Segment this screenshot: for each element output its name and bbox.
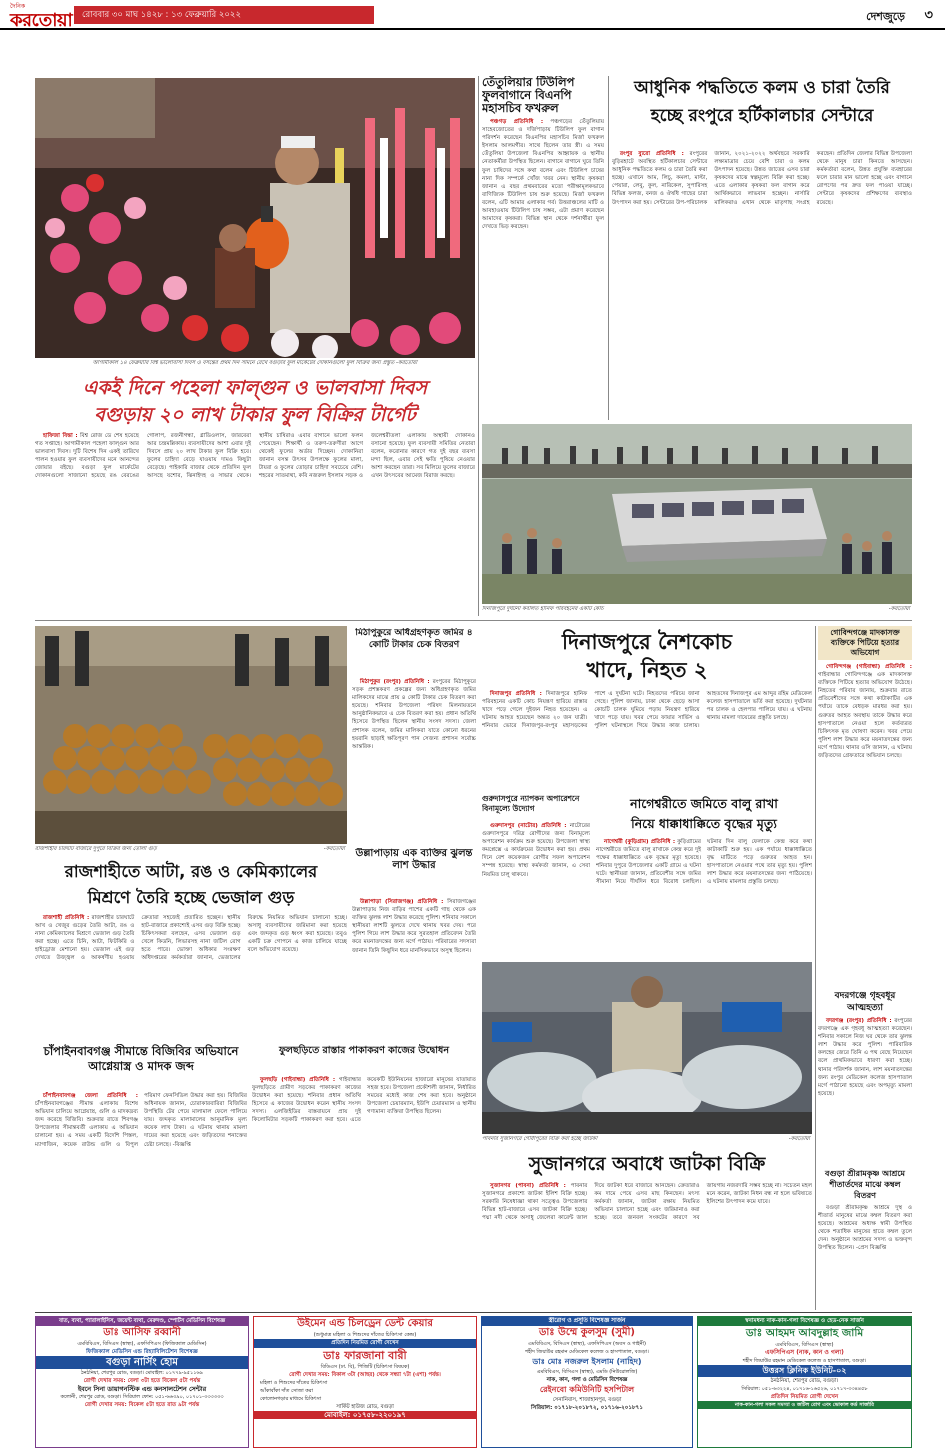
masthead — [0, 0, 945, 30]
gurudaspur-story-lead: গুরুদাসপুর (নাটোর) প্রতিনিধি : — [490, 823, 567, 829]
section-name: দেশজুড়ে — [866, 10, 905, 23]
ad2-service-3: কোলোনগড়ার মাধ্যমে চিকিৎসা — [260, 1396, 322, 1402]
gurudaspur-story-body — [482, 822, 590, 956]
fulchari-headline: ফুলছড়িতে রাস্তার পাকাকরণ কাজের উদ্বোধন — [278, 1045, 450, 1056]
gur-caption-credit: -করতোয়া — [323, 846, 345, 852]
ad-dr-kulsum[interactable] — [481, 1316, 693, 1448]
gur-headline-2: মিশ্রণে তৈরি হচ্ছে ভেজাল গুড় — [87, 888, 295, 907]
dinajpur-story-lead: দিনাজপুর প্রতিনিধি : — [490, 691, 542, 697]
ad3-phone: সিরিয়াল: ০১৭১৮-২০১৮৭২, ০১৭১৬-২০১৮৭১ — [531, 1405, 643, 1411]
mithapukur-story-body — [352, 678, 476, 844]
flower-story-text: বিশ্ব রোজ ডে শেষ হয়েছে গত সপ্তাহে। আগামীকাল পহেলা ফাল্গুন আর ভালবাসা দিবস। দুটি বিশেষ দিন একই তারিখে পালন হওয়ার ফুল ব্যবসায়ীদের মনে আনন্দের জোয়ার বইছে। বগুড়া ফুল মার্কেটের দোকানগুলো সাজানো হয়েছে রঙ বেরঙের গোলাপ, রজনীগন্ধা, গ্লাডিওলাস, জারবেরা আর চন্দ্রমল্লিকায়। ব্যবসায়ীদের আশা এবার দুই দিবসে প্রায় ২০ লাখ টাকার ফুল বিক্রি হবে। ফুলের চাহিদা বেড়ে যাওয়ায় দামও কিছুটা বেড়েছে। পাইকারি বাজার থেকে প্রতিদিন ফুল আসছে যশোর, ঝিনাইদহ ও সাভার থেকে। স্থানীয় চাষিরাও এবার বাগানে ভালো ফলন পেয়েছেন। শিক্ষার্থী ও তরুণ-তরুণীরা আগে থেকেই ফুলের অর্ডার দিচ্ছেন। দোকানিরা জানান বসন্ত উৎসব উপলক্ষে ফুলের মালা, টায়রা ও ফুলের তোড়ার চাহিদা সবচেয়ে বেশি। শহরের সাতমাথা, কবি নজরুল ইসলাম সড়ক ও জলেশ্বরীতলা এলাকায় অস্থায়ী দোকানও বসানো হয়েছে। ফুল ব্যবসায়ী সমিতির নেতারা বলেন, করোনার কারণে গত দুই বছর ব্যবসা মন্দা ছিল, এবার সেই ক্ষতি পুষিয়ে নেওয়ার আশা করছেন তারা। সব মিলিয়ে ফুলের বাজারে এখন উৎসবের আমেজ বিরাজ করছে। — [35, 433, 475, 480]
ad4-hospital: শহীদ জিয়াউর রহমান মেডিকেল কলেজ ও হাসপাতাল, বগুড়া। — [742, 1358, 867, 1364]
tetulia-story-body — [482, 118, 604, 420]
bus-caption-text: দিনাজপুরে দুর্ঘটনা কবলিত হানিফ পরিবহনের একটি কোচ — [482, 606, 604, 612]
rangpur-story-text: রংপুরের বুড়িরহাটে অবস্থিত হর্টিকালচার সেন্টারে আধুনিক পদ্ধতিতে কলম ও চারা তৈরি করা হচ্ছে। এখানে আম, লিচু, কমলা, মাল্টা, পেয়ারা, লেবু, কুল, নারিকেল, সুপারিসহ বিভিন্ন ফলজ, বনজ ও ঔষধি গাছের চারা উৎপাদন করা হয়। সেন্টারের উপ-পরিচালক জানান, ২০২১-২০২২ অর্থবছরে সরকারি লক্ষ্যমাত্রার চেয়ে বেশি চারা ও কলম উৎপাদন হয়েছে। উন্নত জাতের এসব চারা কৃষকদের মাঝে স্বল্পমূল্যে বিক্রি করা হচ্ছে। এতে এলাকার কৃষকরা ফল বাগান করে আর্থিকভাবে লাভবান হচ্ছেন। নার্সারি মালিকরাও এখান থেকে মাতৃগাছ সংগ্রহ করছেন। প্রতিদিন জেলার বিভিন্ন উপজেলা থেকে মানুষ চারা কিনতে আসছেন। কর্মকর্তারা বলেন, উন্নত প্রযুক্তি ব্যবহারের ফলে চারার মান ভালো হচ্ছে এবং বাগানে রোপণের পর দ্রুত ফল পাওয়া যাচ্ছে। সেন্টারে কৃষকদের প্রশিক্ষণের ব্যবস্থাও রয়েছে। — [612, 151, 912, 206]
ad3-degree-2: এমবিবিএস, বিসিএস (স্বাস্থ্য), এমডি (নিউরোলজি) — [536, 1369, 638, 1375]
ramkrishna-headline: বগুড়া শ্রীরামকৃষ্ণ আশ্রমে শীতার্তদের মাঝে কম্বল বিতরণ — [825, 1169, 905, 1200]
gur-story-body — [35, 914, 347, 1040]
bus-accident-photo — [482, 424, 912, 604]
dinajpur-story-body — [482, 690, 812, 790]
badarganj-story-lead: বদরগঞ্জ (রংপুর) প্রতিনিধি : — [826, 1018, 892, 1024]
dinajpur-headline-2: খাদে, নিহত ২ — [586, 658, 708, 682]
gur-photo-caption — [35, 846, 347, 856]
gur-caption-text: রাজশাহীর চারঘাট বাজারে দুপুরে বিক্রির জন্য তোলা গুড় — [35, 846, 157, 852]
col-rule-2 — [608, 76, 609, 420]
flower-shop-photo — [35, 78, 475, 358]
ad3-degree: এমবিবিএস, বিসিএস (স্বাস্থ্য), এফসিপিএস (অবস ও গাইনী) — [528, 1341, 646, 1347]
ad3-dept-2: নাক, কান, গলা ও মেডিসিন বিশেষজ্ঞ — [546, 1377, 628, 1383]
ad-dent-care[interactable] — [253, 1316, 477, 1448]
ad2-doctor-name: ডাঃ ফারজানা বারী — [323, 1349, 407, 1362]
badarganj-story-body — [818, 1017, 912, 1098]
ad3-band: স্ত্রীরোগ ও প্রসূতি বিশেষজ্ঞ সার্জন — [482, 1317, 692, 1326]
chapai-story-lead: চাঁপাইনবাবগঞ্জ জেলা প্রতিনিধি : — [43, 1093, 138, 1099]
rangpur-headline-2: হচ্ছে রংপুরে হর্টিকালচার সেন্টারে — [650, 106, 874, 126]
jatka-market-photo — [482, 962, 812, 1134]
gur-market-photo — [35, 626, 347, 844]
ramkrishna-story-body — [818, 1204, 912, 1253]
gur-headline-1: রাজশাহীতে আটা, রঙ ও কেমিক্যালের — [64, 862, 318, 881]
ad4-phone: সিরিয়াল: ০৫১-৬৩২২৪, ০১৭১৬-১৬৫২৬, ০১৭১৭-৩৩৪৪৫৮ — [741, 1386, 868, 1392]
gobindaganj-story-body — [818, 663, 912, 760]
ad4-footer: নাক-কান-গলা সকল সমস্যা ও জটিল রোগ এবং ভোকাল কর্ড সার্জারি — [698, 1401, 911, 1409]
flower-headline-1: একই দিনে পহেলা ফাল্গুন ও ভালবাসা দিবস — [82, 377, 428, 399]
ad1-center-address: কলোনী, শেরপুর রোড, বগুড়া। সিরিয়াল ফোন: ০৫১-৬৬৩৯০, ০১৭০১-৩৩৩৩৩৩ — [60, 1394, 224, 1400]
ad3-clinic: রেইনবো কমিউনিটি হসপিটাল — [539, 1385, 635, 1394]
ad4-center: উত্তরস ক্লিনিক ইউনিট-০২ — [698, 1365, 911, 1377]
nageshwari-story-text: কুড়িগ্রামের নাগেশ্বরীতে জমিতে বালু রাখাকে কেন্দ্র করে দুই পক্ষের ধাক্কাধাক্কিতে এক বৃদ্ধের মৃত্যু হয়েছে। শনিবার দুপুরে উপজেলার একটি গ্রামে এ ঘটনা ঘটে। স্থানীয়রা জানান, প্রতিবেশীর সঙ্গে জমির সীমানা নিয়ে দীর্ঘদিন ধরে বিরোধ চলছিল। ঘটনার দিন বালু ফেলাকে কেন্দ্র করে কথা কাটাকাটি শুরু হয়। এক পর্যায়ে ধাক্কাধাক্কিতে বৃদ্ধ মাটিতে পড়ে গুরুতর আহত হন। হাসপাতালে নেওয়ার পথে তার মৃত্যু হয়। পুলিশ লাশ উদ্ধার করে ময়নাতদন্তের জন্য পাঠিয়েছে। এ ঘটনায় মামলার প্রস্তুতি চলছে। — [596, 839, 812, 886]
ad2-title: উইমেন এন্ড চিলড্রেন ডেন্ট কেয়ার — [297, 1318, 433, 1329]
ad3-doctor-name: ডাঃ উম্মে কুলসুম (সুমী) — [538, 1327, 636, 1338]
ad-dr-asif[interactable] — [35, 1316, 249, 1448]
ad2-degree: বিডিএস (ঢা. বি), পিজিটি (চিকিৎসা বিষয়ক) — [320, 1364, 410, 1370]
dinajpur-story-text: দিনাজপুরে হানিফ পরিবহনের একটি কোচ নিয়ন্ত্রণ হারিয়ে রাস্তার খাদে পড়ে গেলে দুইজন নিহত হয়েছেন। এ ঘটনায় আহত হয়েছেন অন্তত ২০ জন যাত্রী। শনিবার ভোরে দিনাজপুর-রংপুর মহাসড়কের পাশে এ দুর্ঘটনা ঘটে। নিহতদের পরিচয় জানা গেছে। পুলিশ জানায়, ঢাকা থেকে ছেড়ে আসা কোচটি চালক ঘুমিয়ে পড়ায় নিয়ন্ত্রণ হারিয়ে খাদে পড়ে যায়। খবর পেয়ে ফায়ার সার্ভিস ও পুলিশ ঘটনাস্থলে গিয়ে উদ্ধার কাজ চালায়। আহতদের দিনাজপুর এম আব্দুর রহিম মেডিকেল কলেজ হাসপাতালে ভর্তি করা হয়েছে। দুর্ঘটনার পর চালক ও হেলপার পালিয়ে যায়। এ ঘটনায় থানায় মামলা দায়েরের প্রস্তুতি চলছে। — [482, 691, 812, 730]
chapai-story-body — [35, 1092, 247, 1308]
nageshwari-headline-1: নাগেশ্বরীতে জমিতে বালু রাখা — [630, 796, 778, 811]
ad1-hospital-time: রোগী দেখার সময়: বেলা ৩টা হতে বিকেল ৫টা পর্যন্ত — [83, 1378, 201, 1384]
ad3-doctor-name-2: ডাঃ মোঃ নজরুল ইসলাম (নাহিদ) — [532, 1357, 642, 1366]
ramkrishna-credit: -প্রেস বিজ্ঞপ্তি — [855, 1245, 887, 1252]
flower-story-lead: হাফিজা বিন্তা : — [43, 433, 78, 439]
col-rule-1 — [478, 76, 479, 616]
bus-photo-caption — [482, 606, 912, 616]
ad2-time: রোগী দেখার সময়: বিকাল ৩টা (আছর) থেকে সন্ধ্যা ৭টা (এশা) পর্যন্ত। — [289, 1372, 441, 1378]
jatka-photo-caption — [482, 1136, 812, 1146]
sujanagar-headline: সুজানগরে অবাধে জাটকা বিক্রি — [528, 1153, 766, 1175]
ad1-hospital: বগুড়া নার্সিং হোম — [36, 1356, 248, 1369]
mithapukur-story-text: রংপুরের মিঠাপুকুরে সড়ক প্রশস্তকরণ প্রকল্পের জন্য অধিগ্রহণকৃত জমির মালিকদের মাঝে প্রায় ৪ কোটি টাকার চেক বিতরণ করা হয়েছে। শনিবার উপজেলা পরিষদ মিলনায়তনে আনুষ্ঠানিকভাবে এ চেক বিতরণ করা হয়। প্রধান অতিথি হিসেবে উপস্থিত ছিলেন স্থানীয় সংসদ সদস্য। জেলা প্রশাসক বলেন, জমির মালিকরা যাতে কোনো ধরনের হয়রানি ছাড়াই ক্ষতিপূরণ পান সেজন্য প্রশাসন সর্বোচ্চ আন্তরিক। — [352, 679, 476, 750]
ad2-service-2: আঁকাবাঁকা দাঁত সোজা করা — [260, 1388, 313, 1394]
jatka-caption-credit: -করতোয়া — [788, 1136, 810, 1142]
ad1-hospital-address: ঠনঠনিয়া, শেরপুর রোড, বগুড়া। মোবাইল: ০১৭৭৯-৯৫১১৬৯ — [80, 1370, 204, 1376]
ad1-center-time: রোগী দেখার সময়: বিকেল ৫টা হতে রাত ৯টা পর্যন্ত — [84, 1402, 200, 1408]
ad2-subtitle: (শুধুমাত্র মহিলা ও শিশুদের দাঁতের চিকিৎসা কেন্দ্র) — [313, 1332, 417, 1338]
chapai-credit: -বিজ্ঞপ্তি — [172, 1141, 191, 1148]
ullapara-story-lead: উল্লাপাড়া (সিরাজগঞ্জ) প্রতিনিধি : — [360, 899, 444, 905]
ad4-degree-2: এফসিপিএস (নাক, কান ও গলা) — [765, 1349, 844, 1356]
ad2-band: প্রতিদিন নিয়মিত রোগী দেখেন — [254, 1339, 476, 1348]
gur-story-lead: রাজশাহী প্রতিনিধি : — [43, 915, 90, 921]
gurudaspur-headline: গুরুদাসপুরে ন্যাপকন অপারেশনে বিনামূল্যে উদ্যোগ — [482, 794, 580, 813]
bus-accident-image — [482, 424, 912, 604]
ad1-band: বাত, ব্যথা, প্যারালাইসিস, জয়েন্ট ব্যথা, মেরুদণ্ড, স্পোর্টস মেডিসিন বিশেষজ্ঞ — [36, 1317, 248, 1326]
col-rule-3 — [815, 626, 816, 1310]
flower-photo-caption — [35, 360, 475, 370]
flower-shop-image — [35, 78, 475, 358]
page-number: ৩ — [924, 8, 933, 23]
flower-caption-credit: -করতোয়া — [396, 360, 418, 366]
nageshwari-headline-2: নিয়ে ধাক্কাধাক্কিতে বৃদ্ধের মৃত্যু — [631, 816, 777, 831]
ad3-hospital: শহীদ জিয়াউর রহমান মেডিকেল কলেজ ও হাসপাতাল, বগুড়া। — [525, 1349, 649, 1355]
ad4-time: প্রতিদিন নিয়মিত রোগী দেখেন — [770, 1394, 839, 1400]
ad-dr-jami[interactable] — [697, 1316, 912, 1448]
divider-ads — [35, 1312, 912, 1313]
sujanagar-story-body — [482, 1182, 812, 1308]
newspaper-logo: করতোয়া — [10, 10, 73, 30]
date-bar: রোববার ৩০ মাঘ ১৪২৮ : ১৩ ফেব্রুয়ারি ২০২২ — [74, 6, 374, 24]
badarganj-story-text: রংপুরের বদরগঞ্জে এক গৃহবধূ আত্মহত্যা করেছেন। শনিবার সকালে নিজ ঘর থেকে তার ঝুলন্ত লাশ উদ্ধার করে পুলিশ। পারিবারিক কলহের জেরে তিনি এ পথ বেছে নিয়েছেন বলে প্রাথমিকভাবে ধারণা করা হচ্ছে। থানার পরিদর্শক জানান, লাশ ময়নাতদন্তের জন্য রংপুর মেডিকেল কলেজ হাসপাতাল মর্গে পাঠানো হয়েছে এবং অপমৃত্যু মামলা হয়েছে। — [818, 1018, 912, 1097]
flower-headline-2: বগুড়ায় ২০ লাখ টাকার ফুল বিক্রির টার্গেট — [94, 404, 416, 426]
ullapara-headline: উল্লাপাড়ায় এক ব্যক্তির ঝুলন্ত লাশ উদ্ধার — [355, 848, 473, 871]
ullapara-story-text: সিরাজগঞ্জের উল্লাপাড়ায় নিজ বাড়ির পাশের একটি গাছ থেকে এক ব্যক্তির ঝুলন্ত লাশ উদ্ধার করেছে পুলিশ। শনিবার সকালে স্থানীয়রা লাশটি ঝুলতে দেখে থানায় খবর দেয়। পরে পুলিশ গিয়ে লাশ উদ্ধার করে সুরতহাল প্রতিবেদন তৈরি করে ময়নাতদন্তের জন্য মর্গে পাঠায়। পরিবারের সদস্যরা জানান তিনি কিছুদিন ধরে মানসিকভাবে অসুস্থ ছিলেন। — [352, 899, 476, 954]
ad2-mobile: মোবাইল: ০১৭৫৮-২২০১৯৭ — [254, 1411, 476, 1419]
rangpur-headline-1: আধুনিক পদ্ধতিতে কলম ও চারা তৈরি — [634, 78, 890, 98]
chapai-headline: চাঁপাইনবাবগঞ্জ সীমান্তে বিজিবির অভিযানে আগ্নেয়াস্ত্র ও মাদক জব্দ — [43, 1044, 239, 1073]
ad2-address: সার্কিট হাউজ রোড, বগুড়া — [336, 1404, 394, 1410]
badarganj-box — [818, 990, 912, 1166]
ad1-dept: ফিজিক্যাল মেডিসিন এন্ড রিহ্যাবিলিটেশন বিশেষজ্ঞ — [86, 1349, 198, 1355]
ad4-degree: এমবিবিএস, বিসিএস (স্বাস্থ্য) — [775, 1342, 834, 1348]
tetulia-headline: তেঁতুলিয়ার টিউলিপ ফুলবাগানে বিএনপি মহাসচিব ফখরুল — [482, 76, 575, 115]
tetulia-story-text: পঞ্চগড়ের তেঁতুলিয়ায় সাহেবজোতের ও দর্জিপাড়ায় টিউলিপ ফুল বাগান পরিদর্শন করেছেন বিএনপির মহাসচিব মির্জা ফখরুল ইসলাম আলমগীর। সাথে ছিলেন তার স্ত্রী। এ সময় তেঁতুলিয়া উপজেলা বিএনপির আহ্বায়ক ও স্থানীয় নেতাকর্মীরা উপস্থিত ছিলেন। বাগানে বাগানে ঘুরে তিনি ফুল চাষিদের সঙ্গে কথা বলেন এবং টিউলিপ চাষের নানা দিক সম্পর্কে খোঁজ খবর নেন। স্থানীয় কৃষকরা জানান এ বছর প্রথমবারের মতো পরীক্ষামূলকভাবে বাণিজ্যিক টিউলিপ চাষ শুরু হয়েছে। মির্জা ফখরুল বলেন, এটি আমার এলাকার গর্ব। উত্তরাঞ্চলের মাটি ও আবহাওয়ায় টিউলিপ চাষ সম্ভব, এটা প্রমাণ করেছেন আমাদের কৃষকরা। বিভিন্ন স্থান থেকে দর্শনার্থীরা ফুল দেখতে ভিড় করছেন। — [482, 119, 604, 231]
fulchari-story-body — [252, 1076, 476, 1308]
ad1-doctor-name: ডাঃ আসিফ রব্বানী — [103, 1327, 181, 1338]
ad4-center-address: ঠনঠনিয়া, শেরপুর রোড, বগুড়া। — [770, 1378, 839, 1384]
mithapukur-story-lead: মিঠাপুকুর (রংপুর) প্রতিনিধি : — [360, 679, 430, 685]
rangpur-story-body — [612, 150, 912, 420]
flower-story-body — [35, 432, 475, 610]
gur-market-image — [35, 626, 347, 844]
logo-small: দৈনিক — [10, 3, 26, 10]
dinajpur-headline-1: দিনাজপুরে নৈশকোচ — [561, 630, 732, 654]
mithapukur-headline: মিঠাপুকুরে অধিগ্রহণকৃত জমির ৪ কোটি টাকার চেক বিতরণ — [355, 628, 473, 650]
divider-mid — [35, 620, 912, 621]
gurudaspur-story-text: নাটোরের গুরুদাসপুরে দরিদ্র রোগীদের জন্য বিনামূল্যে অপারেশন কার্যক্রম শুরু হয়েছে। উপজেলা স্বাস্থ্য কমপ্লেক্সে এ কার্যক্রমের উদ্বোধন করা হয়। প্রথম দিনে বেশ কয়েকজন রোগীর সফল অপারেশন সম্পন্ন হয়েছে। স্বাস্থ্য কর্মকর্তা জানান, এ সেবা নিয়মিত চালু থাকবে। — [482, 823, 590, 878]
nageshwari-story-body — [596, 838, 812, 956]
ad4-doctor-name: ডাঃ আহমদ আবদুল্লাহ জামি — [745, 1327, 864, 1339]
badarganj-headline: বদরগঞ্জে গৃহবধূর আত্মহত্যা — [834, 991, 896, 1013]
ad2-service-1: মহিলা ও শিশুদের দাঁতের চিকিৎসা — [260, 1380, 328, 1386]
chapai-story-text: চাঁপাইনবাবগঞ্জের সীমান্ত এলাকায় বিশেষ অভিযান চালিয়ে আগ্নেয়াস্ত্র, গুলি ও মাদকদ্রব্য জব্দ করেছে বিজিবি। শুক্রবার রাতে শিবগঞ্জ উপজেলার সীমান্তবর্তী এলাকায় এ অভিযান চালানো হয়। এ সময় একটি বিদেশি পিস্তল, ম্যাগাজিন, কয়েক রাউন্ড গুলি ও বিপুল পরিমাণ ফেনসিডিল উদ্ধার করা হয়। বিজিবির অধিনায়ক জানান, চোরাকারবারিরা বিজিবির উপস্থিতি টের পেয়ে মালামাল ফেলে পালিয়ে যায়। জব্দকৃত মালামালের আনুমানিক মূল্য কয়েক লাখ টাকা। এ ঘটনায় থানায় মামলা দায়ের করা হয়েছে এবং জড়িতদের শনাক্তের চেষ্টা চলছে। — [35, 1093, 247, 1148]
bus-caption-credit: -করতোয়া — [888, 606, 910, 612]
gobindaganj-box — [818, 626, 912, 986]
ullapara-story-body — [352, 898, 476, 1040]
ad1-degree: এমবিবিএস, বিসিএস (স্বাস্থ্য), এফসিপিএস (ফিজিক্যাল মেডিসিন) — [77, 1341, 207, 1347]
flower-caption-text: আগামীকাল ১৪ ফেব্রুয়ারি বিশ্ব ভালোবাসা দিবস ও বসন্তের প্রথম দিন সামনে রেখে বগুড়ার ফুল মার্কেটের দোকানগুলো ফুল বিক্রির জন্য প্রস্তুত — [92, 360, 395, 366]
ad4-band: স্বনামধন্য নাক-কান-গলা বিশেষজ্ঞ ও হেড-নেক সার্জন — [698, 1317, 911, 1326]
ad3-clinic-address: সেনানিবাস, শাজাহানপুর, বগুড়া — [552, 1397, 622, 1403]
gobindaganj-story-lead: গোবিন্দগঞ্জ (গাইবান্ধা) প্রতিনিধি : — [826, 664, 912, 670]
gobindaganj-story-text: গাইবান্ধার গোবিন্দগঞ্জে এক মাদকাসক্ত ব্যক্তিকে পিটিয়ে হত্যার অভিযোগ উঠেছে। নিহতের পরিবার জানায়, শুক্রবার রাতে প্রতিবেশীদের সঙ্গে কথা কাটাকাটির এক পর্যায়ে তাকে বেধড়ক মারধর করা হয়। গুরুতর আহত অবস্থায় তাকে উদ্ধার করে হাসপাতালে নেওয়া হলে কর্তব্যরত চিকিৎসক মৃত ঘোষণা করেন। খবর পেয়ে পুলিশ লাশ উদ্ধার করে ময়নাতদন্তের জন্য মর্গে পাঠায়। থানার ওসি জানান, এ ঘটনায় জড়িতদের গ্রেফতারে অভিযান চলছে। — [818, 672, 912, 760]
fulchari-story-lead: ফুলছড়ি (গাইবান্ধা) প্রতিনিধি : — [260, 1077, 336, 1083]
gur-story-text: রাজশাহীর চারঘাটে আখ ও খেজুর গুড়ের তৈরি আটা, রঙ ও নানা কেমিক্যালের মিশ্রণে ভেজাল গুড় তৈরি করা হচ্ছে। এতে চিনি, আটা, ফিটকিরি ও হাইড্রোজ মেশানো হয়। ভেজাল এই গুড় দেখতে উজ্জ্বল ও আকর্ষণীয় হওয়ায় ক্রেতারা সহজেই প্রতারিত হচ্ছেন। স্থানীয় হাট-বাজারে প্রকাশ্যেই এসব গুড় বিক্রি হচ্ছে। চিকিৎসকরা বলছেন, এসব ভেজাল গুড় খেলে কিডনি, লিভারসহ নানা জটিল রোগ হতে পারে। ভোক্তা অধিকার সংরক্ষণ অধিদপ্তরের কর্মকর্তারা জানান, ভেজালের বিরুদ্ধে নিয়মিত অভিযান চালানো হচ্ছে। অসাধু ব্যবসায়ীদের জরিমানা করা হয়েছে এবং জব্দকৃত গুড় ধ্বংস করা হয়েছে। তবুও একটি চক্র গোপনে এ কাজ চালিয়ে যাচ্ছে বলে অভিযোগ রয়েছে। — [35, 915, 347, 962]
rangpur-story-lead: রংপুর ব্যুরো প্রতিনিধি : — [620, 151, 684, 157]
sujanagar-story-lead: সুজানগর (পাবনা) প্রতিনিধি : — [490, 1183, 566, 1189]
ad1-center: ইবনে সিনা ডায়াগনস্টিক এন্ড কনসালটেশন সেন্টার — [77, 1385, 207, 1393]
ramkrishna-box — [818, 1168, 912, 1308]
jatka-caption-text: পাবনার সুজানগরে গৌরীপুরের বিক্রি করা হচ্ছে জাটকা — [482, 1136, 598, 1142]
tetulia-story-lead: পঞ্চগড় প্রতিনিধি : — [490, 119, 544, 125]
nageshwari-story-lead: নাগেশ্বরী (কুড়িগ্রাম) প্রতিনিধি : — [604, 839, 676, 845]
ramkrishna-story-text: বগুড়া শ্রীরামকৃষ্ণ আশ্রমে দুস্থ ও শীতার্ত মানুষের মাঝে কম্বল বিতরণ করা হয়েছে। আশ্রমের অধ্যক্ষ স্বামী উপস্থিত থেকে শতাধিক মানুষের হাতে কম্বল তুলে দেন। অনুষ্ঠানে আশ্রমের সদস্য ও ভক্তবৃন্দ উপস্থিত ছিলেন। — [818, 1205, 912, 1252]
gobindaganj-headline: গোবিন্দগঞ্জে মাদকাসক্ত ব্যক্তিকে পিটিয়ে হত্যার অভিযোগ — [818, 626, 912, 660]
jatka-market-image — [482, 962, 812, 1134]
sujanagar-story-text: পাবনার সুজানগরে প্রকাশ্যে জাটকা ইলিশ বিক্রি হচ্ছে। সরকারি নিষেধাজ্ঞা থাকা সত্ত্বেও উপজেলার বিভিন্ন হাট-বাজারে এসব জাটকা বিক্রি হচ্ছে। পদ্মা নদী থেকে অসাধু জেলেরা কারেন্ট জাল দিয়ে জাটকা ধরে বাজারে আনছেন। ক্রেতারাও কম দামে পেয়ে এসব মাছ কিনছেন। মৎস্য কর্মকর্তা জানান, জাটকা রক্ষায় নিয়মিত অভিযান চালানো হচ্ছে এবং জরিমানাও করা হচ্ছে। তবে জনবল সংকটের কারণে সব জায়গায় নজরদারি সম্ভব হচ্ছে না। সচেতন মহল মনে করেন, জাটকা নিধন বন্ধ না হলে ভবিষ্যতে ইলিশের উৎপাদন কমে যাবে। — [482, 1183, 812, 1222]
fulchari-story-text: গাইবান্ধার ফুলছড়িতে গ্রামীণ সড়কের পাকাকরণ কাজের উদ্বোধন করা হয়েছে। শনিবার প্রধান অতিথি হিসেবে এ কাজের উদ্বোধন করেন স্থানীয় সংসদ সদস্য। এলজিইডির বাস্তবায়নে প্রায় দুই কিলোমিটার সড়কটি পাকাকরণ করা হবে। এতে কয়েকটি ইউনিয়নের হাজারো মানুষের যাতায়াত সহজ হবে। উপজেলা প্রকৌশলী জানান, নির্ধারিত সময়ের মধ্যেই কাজ শেষ করা হবে। অনুষ্ঠানে উপজেলা চেয়ারম্যান, ইউপি চেয়ারম্যান ও স্থানীয় গণ্যমান্য ব্যক্তিরা উপস্থিত ছিলেন। — [252, 1077, 476, 1124]
